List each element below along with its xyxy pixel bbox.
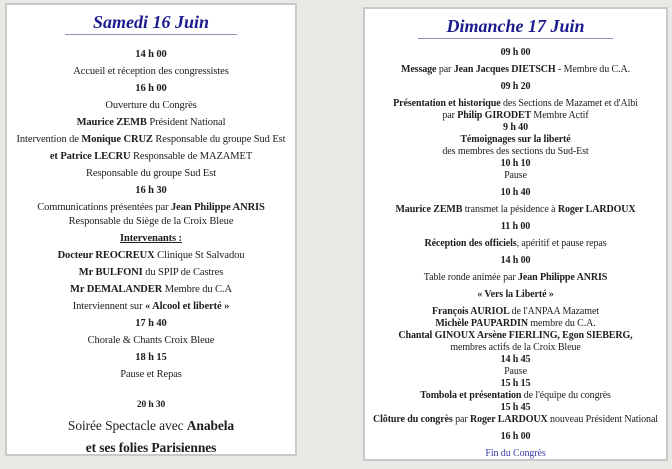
text-segment: 14 h 00 bbox=[500, 255, 531, 266]
text-segment: Maurice ZEMB bbox=[76, 117, 150, 128]
time-slot bbox=[369, 221, 662, 233]
program-line bbox=[369, 204, 662, 216]
day-title-text: Dimanche 17 Juin bbox=[418, 16, 612, 39]
time-slot bbox=[369, 255, 662, 267]
text-segment: Membre Actif bbox=[533, 110, 589, 121]
time-slot bbox=[369, 187, 662, 199]
time-slot bbox=[369, 431, 662, 443]
program-line bbox=[12, 440, 290, 456]
text-segment: 14 h 00 bbox=[135, 49, 167, 60]
text-segment: 09 h 20 bbox=[500, 81, 531, 92]
text-segment: Responsable du groupe Sud Est bbox=[155, 134, 286, 145]
program-line bbox=[369, 390, 662, 402]
text-segment: Ouverture du Congrès bbox=[105, 100, 197, 111]
sunday-schedule-list bbox=[369, 47, 662, 460]
time-slot bbox=[369, 158, 662, 170]
text-segment: , apéritif et pause repas bbox=[516, 238, 607, 249]
text-segment: Michèle PAUPARDIN bbox=[435, 318, 531, 329]
text-segment: Témoignages sur la liberté bbox=[460, 134, 571, 145]
text-segment: Tombola et présentation bbox=[420, 390, 524, 401]
saturday-program-page bbox=[5, 3, 297, 456]
time-slot bbox=[369, 47, 662, 59]
program-line bbox=[369, 414, 662, 426]
program-line bbox=[12, 283, 290, 296]
program-line bbox=[369, 238, 662, 250]
day-title-text: Samedi 16 Juin bbox=[65, 12, 237, 35]
program-line bbox=[12, 266, 290, 279]
text-segment: Mr BULFONI bbox=[78, 267, 146, 278]
program-line bbox=[369, 330, 662, 342]
text-segment: Chantal GINOUX Arsène FIERLING, Egon SIEBERG, bbox=[398, 330, 633, 341]
text-segment: Pause bbox=[504, 366, 527, 377]
program-line bbox=[369, 289, 662, 301]
text-segment: Maurice ZEMB bbox=[395, 204, 465, 215]
program-line bbox=[369, 146, 662, 158]
text-segment: Roger LARDOUX bbox=[557, 204, 636, 215]
time-slot bbox=[369, 122, 662, 134]
text-segment: membre du C.A. bbox=[530, 318, 596, 329]
time-slot bbox=[369, 378, 662, 390]
text-segment: Jean Philippe ANRIS bbox=[517, 272, 608, 283]
program-line bbox=[12, 232, 290, 245]
program-line bbox=[369, 170, 662, 182]
program-line bbox=[369, 64, 662, 76]
text-segment: des membres des sections du Sud-Est bbox=[442, 146, 589, 157]
text-segment: Communications présentées par bbox=[37, 202, 171, 213]
program-line bbox=[12, 249, 290, 262]
text-segment: Anabela bbox=[186, 418, 235, 433]
text-segment: 15 h 45 bbox=[500, 402, 531, 413]
time-slot bbox=[12, 48, 290, 61]
text-segment: et ses folies Parisiennes bbox=[85, 440, 217, 455]
text-segment: par bbox=[442, 110, 458, 121]
text-segment: Clinique St Salvadou bbox=[157, 250, 245, 261]
time-slot bbox=[369, 354, 662, 366]
program-line bbox=[12, 65, 290, 78]
text-segment: et Patrice LECRU bbox=[49, 151, 134, 162]
program-line bbox=[369, 306, 662, 318]
text-segment: Responsable du groupe Sud Est bbox=[85, 168, 217, 179]
text-segment: Interviennent sur bbox=[72, 301, 146, 312]
text-segment: 15 h 15 bbox=[500, 378, 531, 389]
text-segment: des Sections de Mazamet et d'Albi bbox=[502, 98, 638, 109]
text-segment: - Membre du C.A. bbox=[558, 64, 630, 75]
text-segment: Président National bbox=[149, 117, 226, 128]
text-segment: Pause et Repas bbox=[120, 369, 182, 380]
text-segment: Réception des officiels bbox=[424, 238, 517, 249]
text-segment: 11 h 00 bbox=[500, 221, 531, 232]
text-segment: 9 h 40 bbox=[503, 122, 528, 133]
text-segment: Intervenants : bbox=[120, 233, 182, 244]
program-line bbox=[12, 133, 290, 146]
text-segment: Jean Philippe ANRIS bbox=[170, 202, 265, 213]
program-line bbox=[369, 318, 662, 330]
text-segment: 18 h 15 bbox=[135, 352, 167, 363]
text-segment: Fin du Congrès bbox=[485, 448, 546, 459]
text-segment: 14 h 45 bbox=[500, 354, 531, 365]
text-segment: 10 h 10 bbox=[500, 158, 531, 169]
text-segment: Responsable de MAZAMET bbox=[133, 151, 253, 162]
text-segment: Jean Jacques DIETSCH bbox=[453, 64, 558, 75]
text-segment: nouveau Président National bbox=[550, 414, 658, 425]
program-line bbox=[12, 116, 290, 129]
program-line bbox=[12, 150, 290, 163]
text-segment: Docteur REOCREUX bbox=[57, 250, 158, 261]
time-slot bbox=[12, 184, 290, 197]
program-line bbox=[12, 300, 290, 313]
program-line bbox=[369, 366, 662, 378]
time-slot bbox=[12, 317, 290, 330]
text-segment: de l'ANPAA Mazamet bbox=[511, 306, 599, 317]
program-line bbox=[369, 98, 662, 110]
text-segment: « Vers la Liberté » bbox=[477, 289, 554, 300]
text-segment: Pause bbox=[504, 170, 527, 181]
saturday-schedule-list bbox=[12, 48, 290, 456]
text-segment: Accueil et réception des congressistes bbox=[73, 66, 229, 77]
time-slot bbox=[12, 82, 290, 95]
program-line bbox=[12, 99, 290, 112]
day-title-saturday bbox=[12, 11, 290, 33]
program-line bbox=[369, 134, 662, 146]
text-segment: « Alcool et liberté » bbox=[145, 301, 230, 312]
text-segment: de l'équipe du congrès bbox=[523, 390, 611, 401]
text-segment: 16 h 30 bbox=[135, 185, 167, 196]
time-slot bbox=[12, 351, 290, 364]
text-segment: 09 h 00 bbox=[500, 47, 531, 58]
text-segment: Message bbox=[401, 64, 439, 75]
time-slot bbox=[369, 402, 662, 414]
sunday-program-page bbox=[363, 7, 668, 461]
text-segment: 17 h 40 bbox=[135, 318, 167, 329]
program-line bbox=[12, 215, 290, 228]
text-segment: du SPIP de Castres bbox=[145, 267, 224, 278]
program-line bbox=[369, 110, 662, 122]
text-segment: par bbox=[438, 64, 454, 75]
text-segment: Intervention de bbox=[16, 134, 82, 145]
program-line bbox=[369, 342, 662, 354]
text-segment: 16 h 00 bbox=[135, 83, 167, 94]
time-slot bbox=[12, 399, 290, 412]
text-segment: Chorale & Chants Croix Bleue bbox=[87, 335, 215, 346]
text-segment: Membre du C.A bbox=[164, 284, 232, 295]
program-line bbox=[12, 167, 290, 180]
program-line bbox=[369, 272, 662, 284]
program-line bbox=[12, 201, 290, 214]
program-line bbox=[12, 368, 290, 381]
text-segment: Table ronde animée par bbox=[423, 272, 518, 283]
text-segment: Monique CRUZ bbox=[81, 134, 156, 145]
day-title-sunday bbox=[369, 15, 662, 37]
text-segment: 20 h 30 bbox=[136, 400, 166, 410]
text-segment: membres actifs de la Croix Bleue bbox=[450, 342, 581, 353]
text-segment: par bbox=[455, 414, 470, 425]
text-segment: Présentation et historique bbox=[393, 98, 503, 109]
text-segment: transmet la pésidence à bbox=[464, 204, 558, 215]
text-segment: Mr DEMALANDER bbox=[70, 284, 165, 295]
program-line bbox=[12, 418, 290, 434]
text-segment: Philip GIRODET bbox=[457, 110, 534, 121]
text-segment: Responsable du Siège de la Croix Bleue bbox=[68, 216, 234, 227]
text-segment: 10 h 40 bbox=[500, 187, 531, 198]
text-segment: François AURIOL bbox=[432, 306, 512, 317]
time-slot bbox=[369, 81, 662, 93]
text-segment: Roger LARDOUX bbox=[469, 414, 551, 425]
text-segment: 16 h 00 bbox=[500, 431, 531, 442]
program-line bbox=[369, 448, 662, 460]
text-segment: Soirée Spectacle avec bbox=[67, 418, 187, 433]
program-line bbox=[12, 334, 290, 347]
text-segment: Clôture du congrès bbox=[373, 414, 456, 425]
